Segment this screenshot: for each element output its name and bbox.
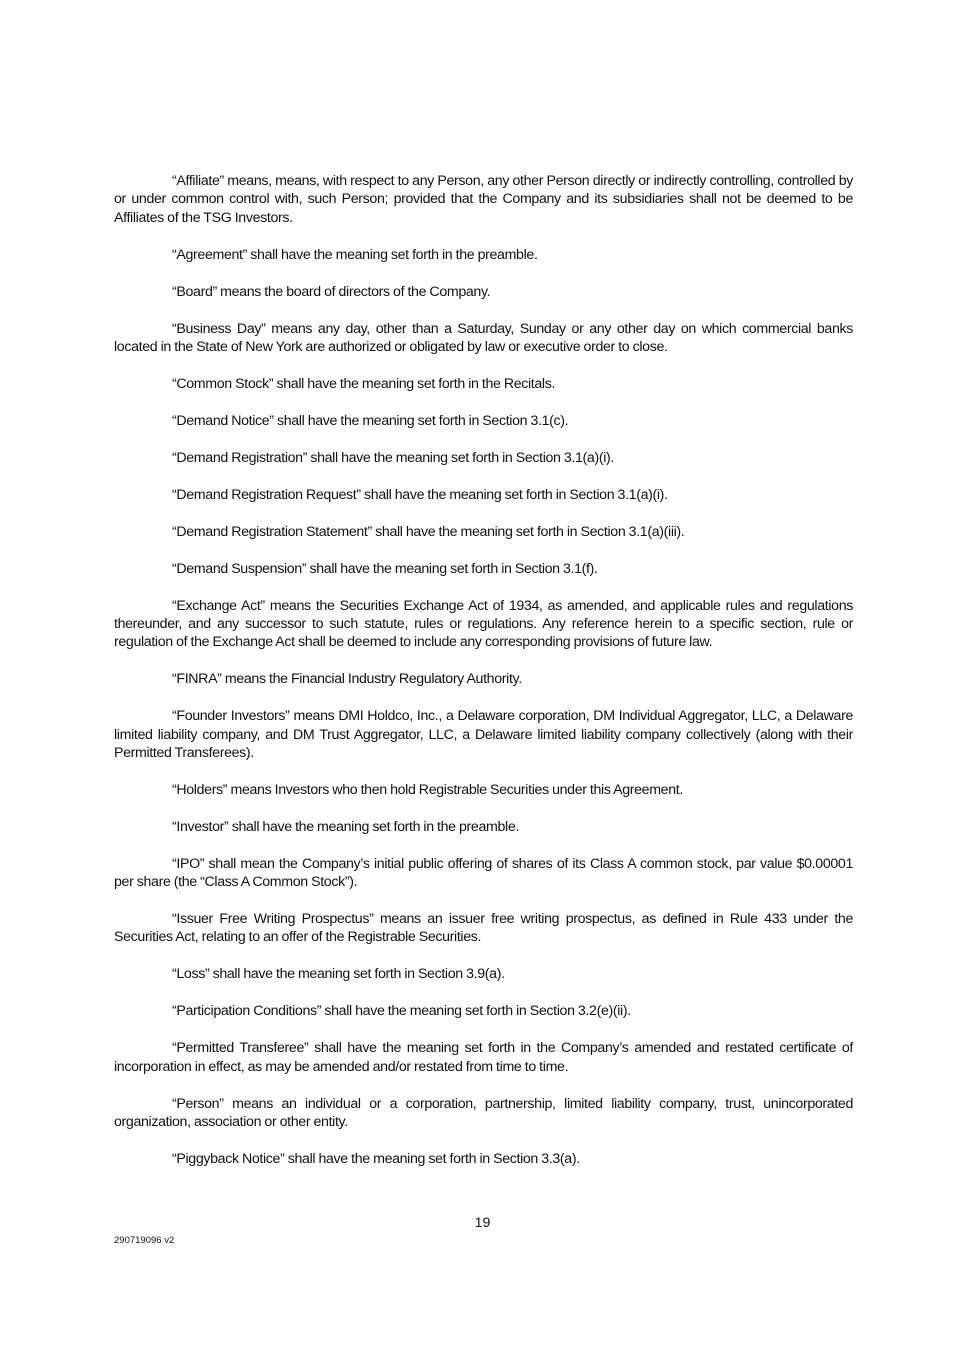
definition-person: “Person” means an individual or a corporation, partnership, limited liability company, trust, unincorporated organization, association or other entity. <box>114 1095 853 1130</box>
definition-participation-conditions: “Participation Conditions” shall have the meaning set forth in Section 3.2(e)(ii). <box>172 1003 631 1020</box>
page-number: 19 <box>474 1215 491 1231</box>
definitions-section <box>114 172 853 1187</box>
definition-founder-investors: “Founder Investors” means DMI Holdco, Inc., a Delaware corporation, DM Individual Aggregator, LLC, a Delaware limited liability company, and DM Trust Aggregator, LLC, a Delaware limited liability company collectively (along with their Permitted Transferees). <box>114 708 853 761</box>
definition-common-stock: “Common Stock” shall have the meaning set forth in the Recitals. <box>172 375 556 392</box>
definition-piggyback-notice: “Piggyback Notice” shall have the meaning set forth in Section 3.3(a). <box>172 1150 580 1167</box>
definition-demand-notice: “Demand Notice” shall have the meaning set forth in Section 3.1(c). <box>172 412 569 429</box>
definition-board: “Board” means the board of directors of the Company. <box>172 283 491 300</box>
definition-investor: “Investor” shall have the meaning set forth in the preamble. <box>172 818 519 835</box>
definition-permitted-transferee: “Permitted Transferee” shall have the meaning set forth in the Company’s amended and restated certificate of incorporation in effect, as may be amended and/or restated from time to time. <box>114 1040 853 1075</box>
definition-demand-registration: “Demand Registration” shall have the meaning set forth in Section 3.1(a)(i). <box>172 449 614 466</box>
definition-agreement: “Agreement” shall have the meaning set forth in the preamble. <box>172 246 538 263</box>
definition-loss: “Loss” shall have the meaning set forth in Section 3.9(a). <box>172 966 505 983</box>
definition-affiliate: “Affiliate” means, means, with respect to any Person, any other Person directly or indirectly controlling, controlled by or under common control with, such Person; provided that the Company and its subsidiaries shall not be deemed to be Affiliates of the TSG Investors. <box>114 173 853 226</box>
definition-holders: “Holders” means Investors who then hold Registrable Securities under this Agreement. <box>172 781 683 798</box>
definition-ipo: “IPO” shall mean the Company’s initial public offering of shares of its Class A common stock, par value $0.00001 per share (the “Class A Common Stock”). <box>114 855 853 891</box>
definition-demand-suspension: “Demand Suspension” shall have the meaning set forth in Section 3.1(f). <box>172 560 598 577</box>
definition-business-day: “Business Day” means any day, other than a Saturday, Sunday or any other day on which commercial banks located in the State of New York are authorized or obligated by law or executive order to close. <box>114 320 853 355</box>
definition-exchange-act: “Exchange Act” means the Securities Exchange Act of 1934, as amended, and applicable rules and regulations thereunder, and any successor to such statute, rules or regulations. Any reference herein to a specific section, rule or regulation of the Exchange Act shall be deemed to include any corresponding provisions of future law. <box>114 597 853 651</box>
definition-finra: “FINRA” means the Financial Industry Regulatory Authority. <box>172 671 522 688</box>
definition-demand-registration-request: “Demand Registration Request” shall have the meaning set forth in Section 3.1(a)(i). <box>172 486 668 503</box>
definition-issuer-free-writing-prospectus: “Issuer Free Writing Prospectus” means an issuer free writing prospectus, as defined in Rule 433 under the Securities Act, relating to an offer of the Registrable Securities. <box>114 911 853 946</box>
document-id: 290719096 v2 <box>114 1235 175 1246</box>
definition-demand-registration-statement: “Demand Registration Statement” shall have the meaning set forth in Section 3.1(a)(iii). <box>172 523 685 540</box>
